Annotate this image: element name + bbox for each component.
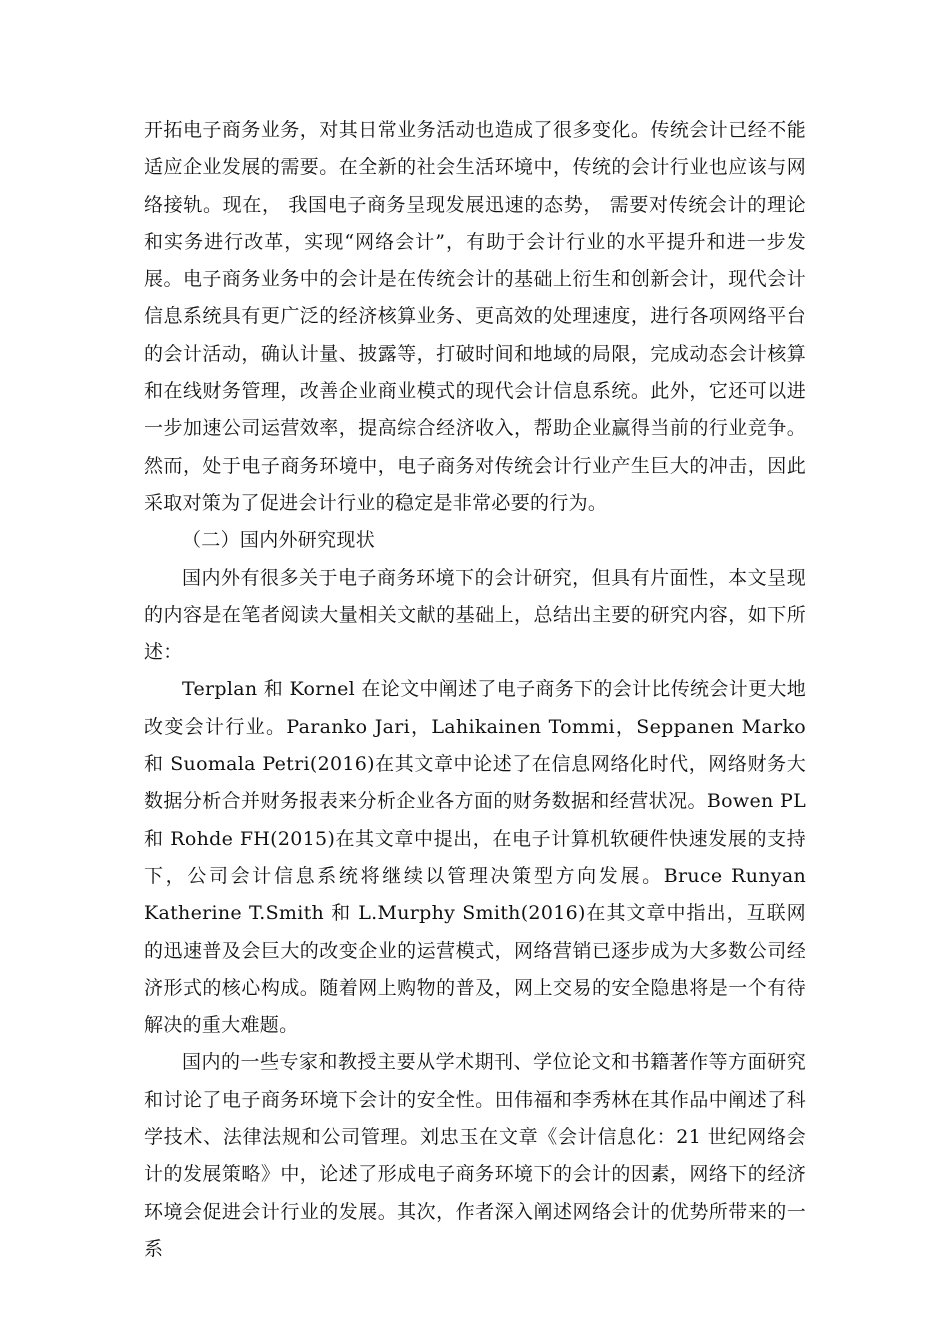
paragraph-4: 国内的一些专家和教授主要从学术期刊、学位论文和书籍著作等方面研究和讨论了电子商务环境下会计的安全性。田伟福和李秀林在其作品中阐述了科学技术、法律法规和公司管理。刘忠玉在文章《会计信息化：21 世纪网络会计的发展策略》中，论述了形成电子商务环境下的会计的因素，网络下的经济环境会促进会计行业的发展。其次，作者深入阐述网络会计的优势所带来的一系 bbox=[144, 1051, 806, 1260]
body-text bbox=[144, 112, 806, 1268]
section-heading: （二）国内外研究现状 bbox=[182, 529, 376, 552]
paragraph-1: 开拓电子商务业务，对其日常业务活动也造成了很多变化。传统会计已经不能适应企业发展的需要。在全新的社会生活环境中，传统的会计行业也应该与网络接轨。现在， 我国电子商务呈现发展迅速的态势， 需要对传统会计的理论和实务进行改革，实现“网络会计”，有助于会计行业的水平提升和进一步发展。电子商务业务中的会计是在传统会计的基础上衍生和创新会计，现代会计信息系统具有更广泛的经济核算业务、更高效的处理速度，进行各项网络平台的会计活动，确认计量、披露等，打破时间和地域的局限，完成动态会计核算和在线财务管理，改善企业商业模式的现代会计信息系统。此外，它还可以进一步加速公司运营效率，提高综合经济收入，帮助企业赢得当前的行业竞争。然而，处于电子商务环境中，电子商务对传统会计行业产生巨大的冲击，因此采取对策为了促进会计行业的稳定是非常必要的行为。 bbox=[144, 119, 806, 514]
paragraph-3: Terplan 和 Kornel 在论文中阐述了电子商务下的会计比传统会计更大地改变会计行业。Paranko Jari，Lahikainen Tommi，Seppanen Marko 和 Suomala Petri(2016)在其文章中论述了在信息网络化时代，网络财务大数据分析合并财务报表来分析企业各方面的财务数据和经营状况。Bowen PL 和 Rohde FH(2015)在其文章中提出，在电子计算机软硬件快速发展的支持下，公司会计信息系统将继续以管理决策型方向发展。Bruce Runyan Katherine T.Smith 和 L.Murphy Smith(2016)在其文章中指出，互联网的迅速普及会巨大的改变企业的运营模式，网络营销已逐步成为大多数公司经济形式的核心构成。随着网上购物的普及，网上交易的安全隐患将是一个有待解决的重大难题。 bbox=[144, 678, 806, 1037]
paragraph-2: 国内外有很多关于电子商务环境下的会计研究，但具有片面性，本文呈现的内容是在笔者阅读大量相关文献的基础上，总结出主要的研究内容，如下所述： bbox=[144, 566, 806, 664]
